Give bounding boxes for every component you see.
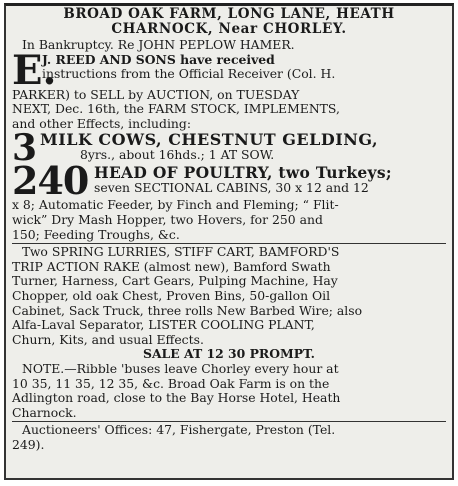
note-line-4: Charnock.: [12, 404, 77, 420]
drop-cap-e: E.: [12, 46, 57, 94]
header-line-1: BROAD OAK FARM, LONG LANE, HEATH: [63, 6, 395, 22]
drop-number-3: 3: [12, 127, 38, 170]
offices-line-1: Auctioneers' Offices: 47, Fishergate, Preston (Tel.: [22, 422, 336, 438]
sale-time: SALE AT 12 30 PROMPT.: [143, 346, 315, 362]
implements-line-6: Alfa-Laval Separator, LISTER COOLING PLANT,: [12, 317, 315, 333]
cows-line-2: 8yrs., about 16hds.; 1 AT SOW.: [80, 147, 275, 163]
instructions-line-5: and other Effects, including:: [12, 115, 191, 131]
implements-line-1: Two SPRING LURRIES, STIFF CART, BAMFORD'S: [22, 244, 340, 260]
poultry-line-2: seven SECTIONAL CABINS, 30 x 12 and 12: [94, 180, 369, 196]
cows-line-1: MILK COWS, CHESTNUT GELDING,: [40, 130, 379, 150]
instructions-line-4: NEXT, Dec. 16th, the FARM STOCK, IMPLEMENTS,: [12, 101, 340, 117]
poultry-line-4: wick” Dry Mash Hopper, two Hovers, for 250 and: [12, 211, 323, 227]
advertisement-page: [4, 3, 454, 480]
poultry-line-1: HEAD OF POULTRY, two Turkeys;: [94, 163, 392, 183]
header-line-2: CHARNOCK, Near CHORLEY.: [111, 21, 347, 37]
auction-advertisement: [6, 6, 452, 452]
implements-line-3: Turner, Harness, Cart Gears, Pulping Machine, Hay: [12, 273, 338, 289]
offices-line-2: 249).: [12, 436, 45, 452]
section-poultry: [12, 158, 446, 204]
note-line-3: Adlington road, close to the Bay Horse Hotel, Heath: [12, 390, 341, 406]
implements-line-7: Churn, Kits, and usual Effects.: [12, 331, 204, 347]
drop-number-240: 240: [12, 158, 89, 204]
note-line-2: 10 35, 11 35, 12 35, &c. Broad Oak Farm is on the: [12, 375, 330, 391]
note-line-1: NOTE.—Ribble 'buses leave Chorley every hour at: [22, 360, 339, 376]
instructions-line-2: instructions from the Official Receiver (Col. H.: [42, 66, 336, 82]
poultry-line-5: 150; Feeding Troughs, &c.: [12, 226, 180, 242]
bankruptcy-line: In Bankruptcy. Re JOHN PEPLOW HAMER.: [22, 37, 295, 52]
implements-line-4: Chopper, old oak Chest, Proven Bins, 50-gallon Oil: [12, 287, 331, 303]
poultry-line-3: x 8; Automatic Feeder, by Finch and Fleming; “ Flit-: [12, 197, 339, 213]
instructions-line-3: PARKER) to SELL by AUCTION, on TUESDAY: [12, 86, 300, 102]
instructions-line-1: J. REED AND SONS have received: [42, 51, 275, 67]
implements-line-2: TRIP ACTION RAKE (almost new), Bamford Swath: [12, 258, 331, 274]
implements-line-5: Cabinet, Sack Truck, three rolls New Barbed Wire; also: [12, 302, 363, 318]
